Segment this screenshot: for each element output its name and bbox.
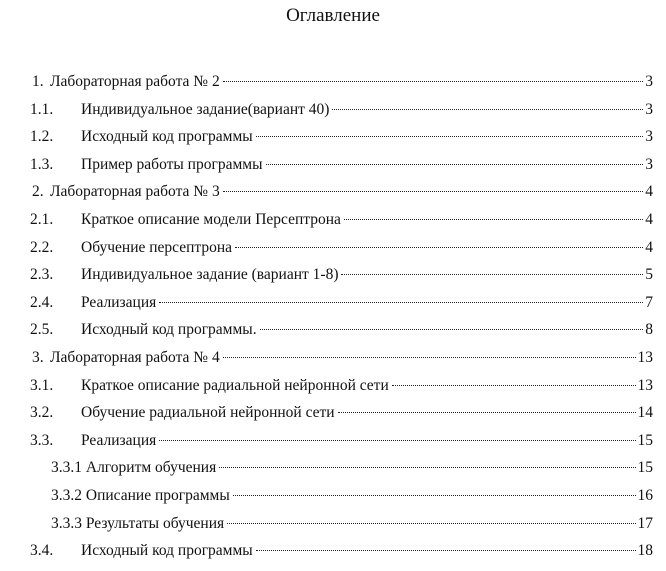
toc-dot-leader: [223, 81, 644, 82]
toc-entry-line: [81, 372, 653, 400]
toc-dot-leader: [256, 550, 636, 551]
toc-entry-line: [81, 206, 653, 234]
toc-entry-page-number[interactable]: 18: [637, 542, 653, 560]
toc-entry-number: 2.1.: [30, 210, 54, 228]
toc-entry-title[interactable]: Лабораторная работа № 3: [50, 183, 220, 201]
toc-dot-leader: [223, 357, 636, 358]
toc-dot-leader: [344, 219, 643, 220]
toc-entry[interactable]: [0, 123, 666, 151]
toc-entry-number: 3.3.: [30, 431, 54, 449]
toc-entry-line: [81, 427, 653, 455]
toc-entry-page-number[interactable]: 3: [645, 100, 653, 118]
toc-dot-leader: [159, 302, 643, 303]
toc-entry-page-number[interactable]: 13: [637, 348, 653, 366]
toc-entry-line: [50, 344, 653, 372]
toc-entry[interactable]: [0, 289, 666, 317]
toc-entry[interactable]: [0, 151, 666, 179]
toc-entry-line: [81, 123, 653, 151]
toc-entry[interactable]: [0, 454, 666, 482]
toc-entry-page-number[interactable]: 15: [637, 459, 653, 477]
toc-entry-number: 3.2.: [30, 404, 54, 422]
toc-entry-number: 2.3.: [30, 266, 54, 284]
toc-entry-title[interactable]: Пример работы программы: [81, 155, 263, 173]
toc-entry-line: [81, 234, 653, 262]
toc-entry-line: [81, 96, 653, 124]
toc-entry-title[interactable]: Краткое описание модели Персептрона: [81, 210, 341, 228]
toc-entry[interactable]: [0, 510, 666, 538]
toc-entry[interactable]: [0, 344, 666, 372]
toc-entry-page-number[interactable]: 3: [645, 155, 653, 173]
toc-entry-line: [81, 289, 653, 317]
toc-entry-number: 2.4.: [30, 293, 54, 311]
toc-entry-line: [51, 482, 653, 510]
toc-entry-number: 1.: [32, 73, 44, 90]
toc-entry-title[interactable]: Обучение радиальной нейронной сети: [81, 404, 335, 422]
toc-entry-number: 3.1.: [30, 376, 54, 394]
toc-dot-leader: [227, 523, 635, 524]
toc-entry-page-number[interactable]: 3: [645, 73, 653, 90]
toc-entry-page-number[interactable]: 4: [645, 210, 653, 228]
toc-entry-number: 2.2.: [30, 238, 54, 256]
toc-entry-title[interactable]: Реализация: [81, 293, 157, 311]
toc-dot-leader: [159, 440, 635, 441]
toc-dot-leader: [332, 109, 643, 110]
toc-entry[interactable]: [0, 372, 666, 400]
toc-dot-leader: [223, 191, 644, 192]
toc-entry-title[interactable]: Исходный код программы.: [81, 321, 257, 339]
toc-entry-title[interactable]: Обучение персептрона: [81, 238, 233, 256]
toc-entry-page-number[interactable]: 4: [645, 238, 653, 256]
toc-entry-page-number[interactable]: 16: [637, 486, 653, 504]
toc-entry-title[interactable]: 3.3.3 Результаты обучения: [51, 514, 225, 532]
toc-entry[interactable]: [0, 399, 666, 427]
toc-entry-number: 2.5.: [30, 321, 54, 339]
toc-entry-number: 2.: [32, 183, 44, 201]
toc-dot-leader: [392, 385, 636, 386]
toc-entry-title[interactable]: Лабораторная работа № 4: [50, 348, 220, 366]
toc-entry-number: 3.: [32, 348, 44, 366]
toc-entry-number: 3.4.: [30, 542, 54, 560]
toc-entry-title[interactable]: Лабораторная работа № 2: [50, 73, 220, 90]
toc-entry-title[interactable]: Исходный код программы: [81, 542, 253, 560]
toc-entry[interactable]: [0, 206, 666, 234]
toc-dot-leader: [260, 329, 644, 330]
toc-entry[interactable]: [0, 427, 666, 455]
toc-entry-number: 1.3.: [30, 155, 54, 173]
toc-entry-page-number[interactable]: 17: [637, 514, 653, 532]
toc-dot-leader: [233, 495, 636, 496]
toc-entry-line: [51, 454, 653, 482]
toc-entry-line: [81, 261, 653, 289]
toc-entry-page-number[interactable]: 3: [645, 128, 653, 146]
toc-entry-page-number[interactable]: 14: [637, 404, 653, 422]
toc-entry-page-number[interactable]: 7: [645, 293, 653, 311]
toc-entry-line: [81, 399, 653, 427]
toc-dot-leader: [219, 467, 635, 468]
page-title: Оглавление: [286, 5, 380, 26]
toc-entry-line: [81, 316, 653, 344]
toc-entry[interactable]: [0, 316, 666, 344]
toc-dot-leader: [338, 412, 636, 413]
toc-entry-title[interactable]: Краткое описание радиальной нейронной сети: [81, 376, 389, 394]
toc-entry-line: [50, 68, 653, 96]
toc-entry-title[interactable]: Реализация: [81, 431, 157, 449]
toc-entry-page-number[interactable]: 13: [637, 376, 653, 394]
toc-entry-title[interactable]: 3.3.2 Описание программы: [51, 486, 230, 504]
toc-entry-page-number[interactable]: 15: [637, 431, 653, 449]
toc-entry-line: [50, 178, 653, 206]
toc-entry-title[interactable]: Индивидуальное задание (вариант 1-8): [81, 266, 339, 284]
toc-entry-page-number[interactable]: 5: [645, 266, 653, 284]
toc-entry-title[interactable]: 3.3.1 Алгоритм обучения: [51, 459, 217, 477]
toc-entry-line: [81, 537, 653, 565]
toc-dot-leader: [341, 274, 643, 275]
toc-entry[interactable]: [0, 537, 666, 565]
toc-dot-leader: [266, 164, 644, 165]
toc-dot-leader: [235, 247, 643, 248]
toc-entry-page-number[interactable]: 8: [645, 321, 653, 339]
toc-entry-title[interactable]: Исходный код программы: [81, 128, 253, 146]
toc-entry-number: 1.2.: [30, 128, 54, 146]
toc-entry[interactable]: [0, 96, 666, 124]
toc-entry-page-number[interactable]: 4: [645, 183, 653, 201]
table-of-contents: [0, 68, 666, 565]
toc-entry[interactable]: [0, 482, 666, 510]
toc-entry-line: [51, 510, 653, 538]
toc-entry[interactable]: [0, 261, 666, 289]
toc-entry[interactable]: [0, 178, 666, 206]
toc-entry[interactable]: [0, 68, 666, 96]
toc-entry-number: 1.1.: [30, 100, 54, 118]
toc-entry-title[interactable]: Индивидуальное задание(вариант 40): [81, 100, 330, 118]
toc-entry[interactable]: [0, 234, 666, 262]
toc-entry-line: [81, 151, 653, 179]
toc-dot-leader: [256, 136, 644, 137]
